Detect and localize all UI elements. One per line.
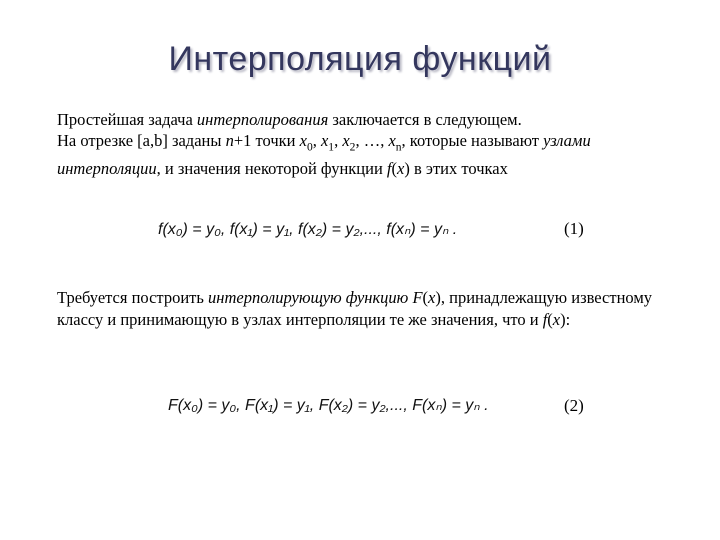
var-x: x bbox=[397, 159, 405, 179]
var-x: x bbox=[342, 131, 350, 150]
slide-title: Интерполяция функций bbox=[168, 40, 552, 78]
term-interpolation-2: интерполяции bbox=[57, 159, 157, 179]
var-x: x bbox=[388, 131, 396, 150]
var-x: x bbox=[552, 310, 561, 329]
var-f: f bbox=[542, 310, 548, 329]
task-paragraph bbox=[57, 287, 657, 331]
subscript: n bbox=[395, 141, 402, 154]
subscript: 1 bbox=[328, 141, 335, 154]
equation-number-1: (1) bbox=[564, 219, 584, 238]
separator: , bbox=[334, 131, 343, 150]
text-segment: Простейшая задача bbox=[57, 110, 197, 129]
separator: , bbox=[312, 131, 321, 150]
paren: ) bbox=[560, 310, 566, 329]
ellipsis: …, bbox=[363, 131, 389, 150]
var-x: x bbox=[428, 288, 436, 307]
term-nodes: узлами bbox=[543, 131, 591, 150]
text-segment: Требуется построить bbox=[57, 288, 209, 307]
subscript: 2 bbox=[349, 141, 356, 154]
formula-1: f(x₀) = y₀, f(x₁) = y₁, f(x₂) = y₂,..., f(xₙ) = yₙ . bbox=[158, 221, 458, 238]
text-segment: , и значения некоторой функции bbox=[156, 159, 387, 179]
text-segment: , принадлежащую известному классу и принимающую в узлах интерполяции те же значения, что и bbox=[57, 288, 653, 329]
paren: ( bbox=[391, 159, 398, 179]
term-interpolating-function: интерполирующую функцию bbox=[208, 288, 409, 307]
text-segment: в этих точках bbox=[409, 159, 508, 179]
text-segment: заключается в следующем. bbox=[328, 110, 522, 129]
text-segment: +1 точки bbox=[233, 131, 300, 150]
paren: ) bbox=[404, 159, 410, 179]
term-interpolation: интерполирования bbox=[196, 110, 329, 129]
equation-number-2: (2) bbox=[564, 396, 584, 415]
var-f: f bbox=[386, 159, 392, 179]
var-n: n bbox=[225, 131, 234, 150]
var-F: F bbox=[412, 288, 423, 307]
var-x: x bbox=[320, 131, 329, 150]
paren: ( bbox=[422, 288, 429, 307]
separator: , bbox=[355, 131, 364, 150]
formula-2: F(x₀) = y₀, F(x₁) = y₁, F(x₂) = y₂,..., F(xₙ) = yₙ . bbox=[168, 397, 489, 414]
paren: ( bbox=[547, 310, 553, 329]
subscript: 0 bbox=[306, 141, 313, 154]
text-segment: На отрезке [a,b] заданы bbox=[57, 131, 226, 150]
text-segment: , которые называют bbox=[401, 131, 544, 150]
text-segment: : bbox=[565, 310, 571, 329]
intro-paragraph bbox=[57, 109, 657, 179]
var-x: x bbox=[299, 131, 307, 150]
paren: ) bbox=[435, 288, 441, 307]
